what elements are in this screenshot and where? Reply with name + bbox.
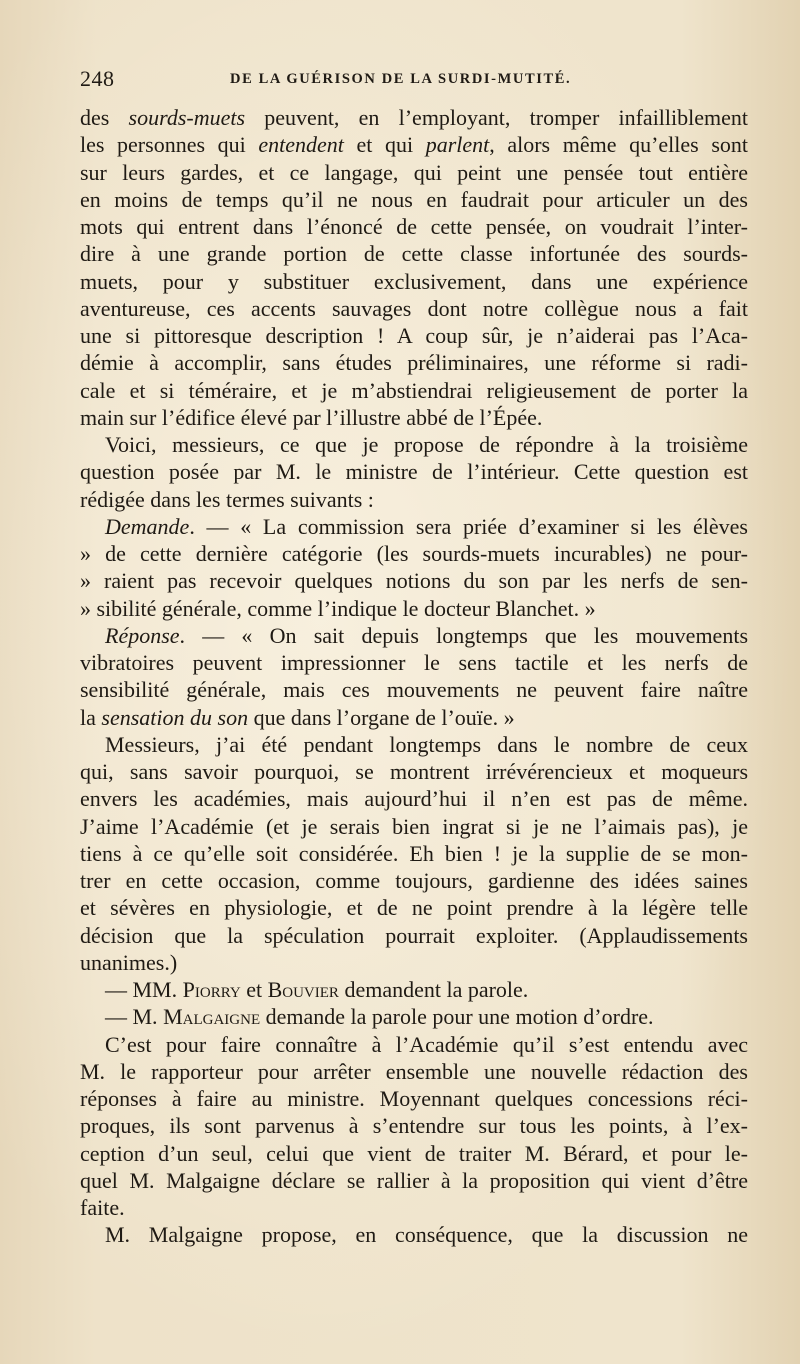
text-line: tiens à ce qu’elle soit considérée. Eh bien ! je la supplie de se mon- xyxy=(80,840,748,866)
page-header xyxy=(80,66,748,96)
text-line: en moins de temps qu’il ne nous en faudrait pour articuler un des xyxy=(80,186,748,212)
text-line: dire à une grande portion de cette classe infortunée des sourds- xyxy=(80,241,748,267)
text-line: unanimes.) xyxy=(80,949,178,975)
text-line: trer en cette occasion, comme toujours, gardienne des idées saines xyxy=(80,868,748,893)
text-line: Messieurs, j’ai été pendant longtemps dans le nombre de ceux xyxy=(105,731,748,757)
text-line: — M. Malgaigne demande la parole pour une motion d’ordre. xyxy=(105,1004,654,1030)
text-line: » sibilité générale, comme l’indique le docteur Blanchet. » xyxy=(80,595,596,621)
text-line: une si pittoresque description ! A coup sûr, je n’aiderai pas l’Aca- xyxy=(80,323,748,348)
text-line: main sur l’édifice élevé par l’illustre abbé de l’Épée. xyxy=(80,404,543,430)
text-line: ception d’un seul, celui que vient de traiter M. Bérard, et pour le- xyxy=(80,1140,748,1166)
text-line: décision que la spéculation pourrait exploiter. (Applaudissements xyxy=(80,922,748,948)
text-line: qui, sans savoir pourquoi, se montrent irrévérencieux et moqueurs xyxy=(80,759,748,784)
text-line: des sourds-muets peuvent, en l’employant, tromper infailliblement xyxy=(80,105,749,130)
text-line: — MM. Piorry et Bouvier demandent la parole. xyxy=(105,977,529,1002)
text-line: les personnes qui entendent et qui parlent, alors même qu’elles sont xyxy=(80,132,748,158)
text-line: démie à accomplir, sans études préliminaires, une réforme si radi- xyxy=(80,350,748,376)
text-line: réponses à faire au ministre. Moyennant quelques concessions réci- xyxy=(80,1086,748,1111)
text-line: M. Malgaigne propose, en conséquence, que la discussion ne xyxy=(105,1222,748,1248)
text-line: la sensation du son que dans l’organe de l’ouïe. » xyxy=(80,704,515,730)
page-number: 248 xyxy=(80,66,115,91)
text-line: J’aime l’Académie (et je serais bien ingrat si je ne l’aimais pas), je xyxy=(80,813,748,839)
text-line: Réponse. — « On sait depuis longtemps que les mouvements xyxy=(105,622,748,648)
text-line: rédigée dans les termes suivants : xyxy=(80,486,374,512)
text-line: » raient pas recevoir quelques notions du son par les nerfs de sen- xyxy=(80,568,748,594)
text-line: muets, pour y substituer exclusivement, dans une expérience xyxy=(80,268,748,294)
text-line: sensibilité générale, mais ces mouvements ne peuvent faire naître xyxy=(80,677,748,703)
text-line: vibratoires peuvent impressionner le sens tactile et les nerfs de xyxy=(80,650,748,675)
text-line: C’est pour faire connaître à l’Académie qu’il s’est entendu avec xyxy=(105,1031,748,1057)
text-line: » de cette dernière catégorie (les sourds-muets incurables) ne pour- xyxy=(80,541,748,566)
text-line: quel M. Malgaigne déclare se rallier à la proposition qui vient d’être xyxy=(80,1167,748,1193)
text-line: sur leurs gardes, et ce langage, qui peint une pensée tout entière xyxy=(80,159,748,185)
text-line: et sévères en physiologie, et de ne point prendre à la légère telle xyxy=(80,895,748,921)
text-line: mots qui entrent dans l’énoncé de cette pensée, on voudrait l’inter- xyxy=(80,214,748,239)
text-line: Demande. — « La commission sera priée d’examiner si les élèves xyxy=(105,513,748,539)
body-text xyxy=(80,104,748,1249)
text-line: M. le rapporteur pour arrêter ensemble une nouvelle rédaction des xyxy=(80,1058,748,1084)
text-line: question posée par M. le ministre de l’intérieur. Cette question est xyxy=(80,459,748,485)
text-line: faite. xyxy=(80,1195,125,1220)
text-line: envers les académies, mais aujourd’hui il n’en est pas de même. xyxy=(80,786,748,812)
text-line: proques, ils sont parvenus à s’entendre sur tous les points, à l’ex- xyxy=(80,1113,748,1139)
running-head: DE LA GUÉRISON DE LA SURDI-MUTITÉ. xyxy=(230,71,572,87)
text-line: Voici, messieurs, ce que je propose de répondre à la troisième xyxy=(105,432,748,457)
text-line: aventureuse, ces accents sauvages dont notre collègue nous a fait xyxy=(80,295,748,321)
text-line: cale et si téméraire, et je m’abstiendrai religieusement de porter la xyxy=(80,377,748,403)
